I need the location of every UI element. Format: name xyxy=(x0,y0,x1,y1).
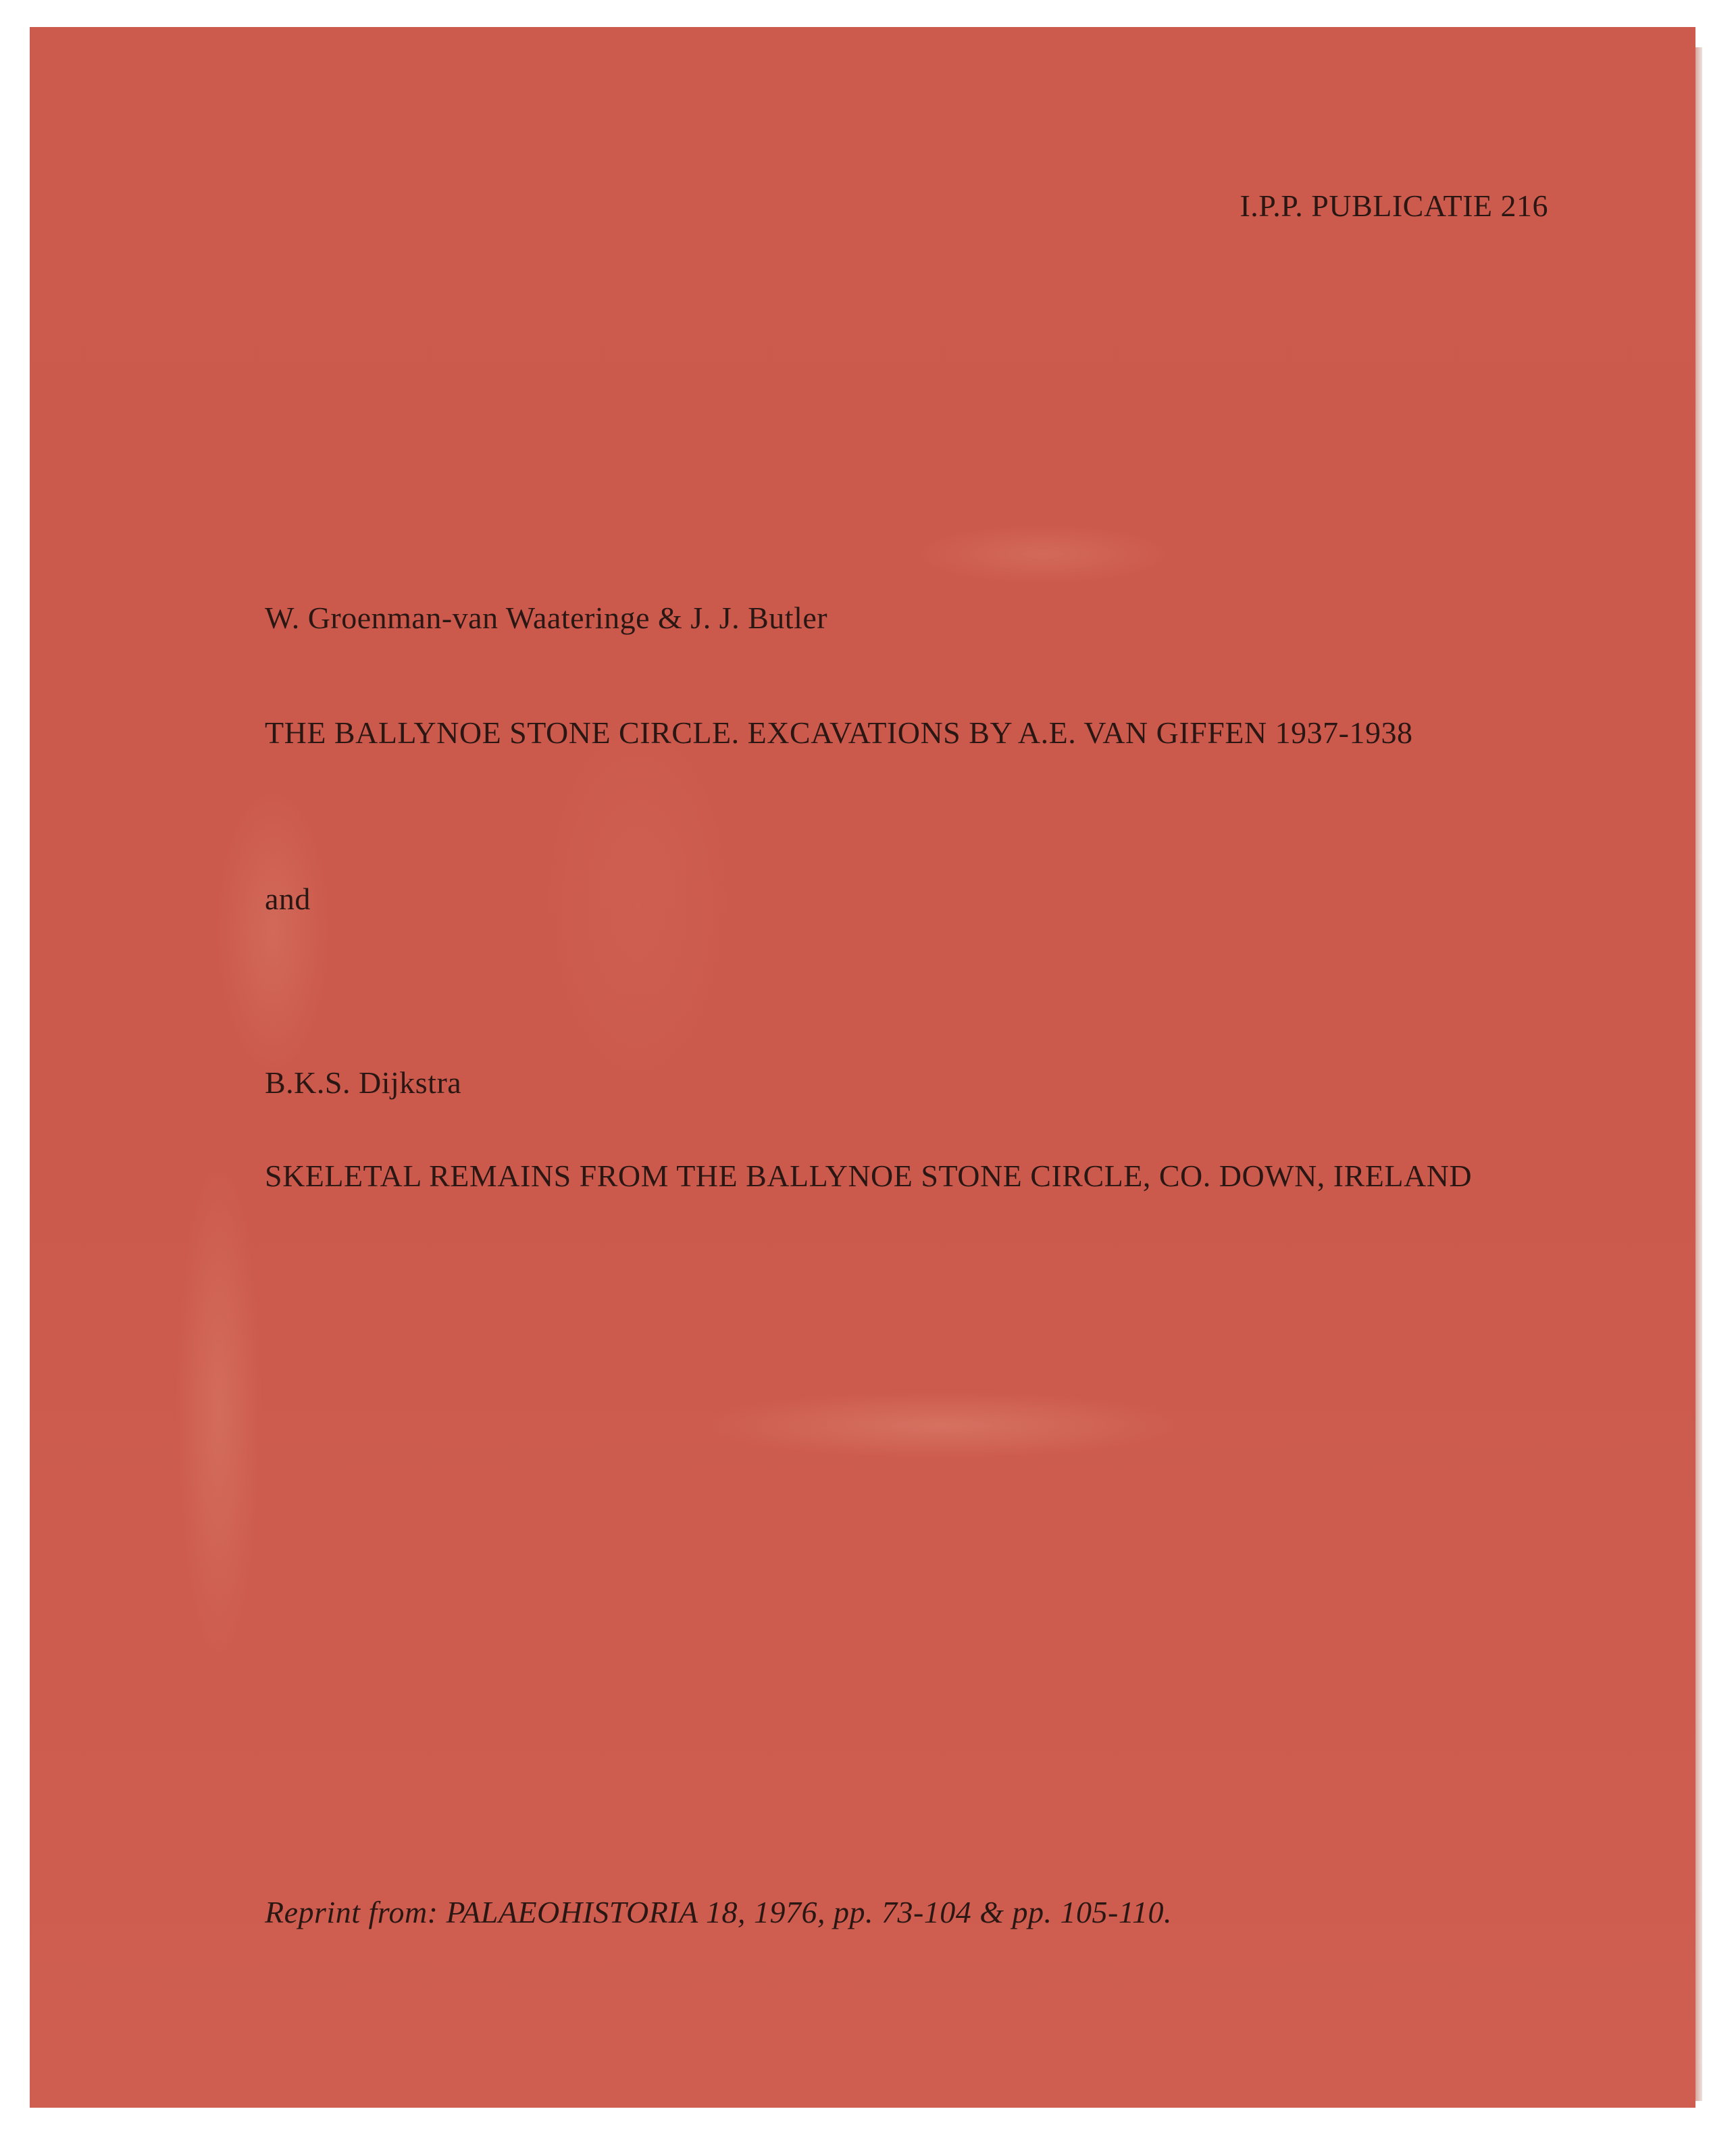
first-article-authors: W. Groenman-van Waateringe & J. J. Butler xyxy=(265,601,828,635)
reprint-note: Reprint from: PALAEOHISTORIA 18, 1976, pp. 73-104 & pp. 105-110. xyxy=(265,1895,1172,1929)
first-article-title: THE BALLYNOE STONE CIRCLE. EXCAVATIONS BY A.E. VAN GIFFEN 1937-1938 xyxy=(265,715,1413,750)
conjunction-text: and xyxy=(265,882,311,916)
publication-number: I.P.P. PUBLICATIE 216 xyxy=(1240,188,1548,223)
second-article-authors: B.K.S. Dijkstra xyxy=(265,1065,462,1100)
cover-edge xyxy=(1695,47,1702,2101)
second-article-title: SKELETAL REMAINS FROM THE BALLYNOE STONE CIRCLE, CO. DOWN, IRELAND xyxy=(265,1159,1473,1193)
